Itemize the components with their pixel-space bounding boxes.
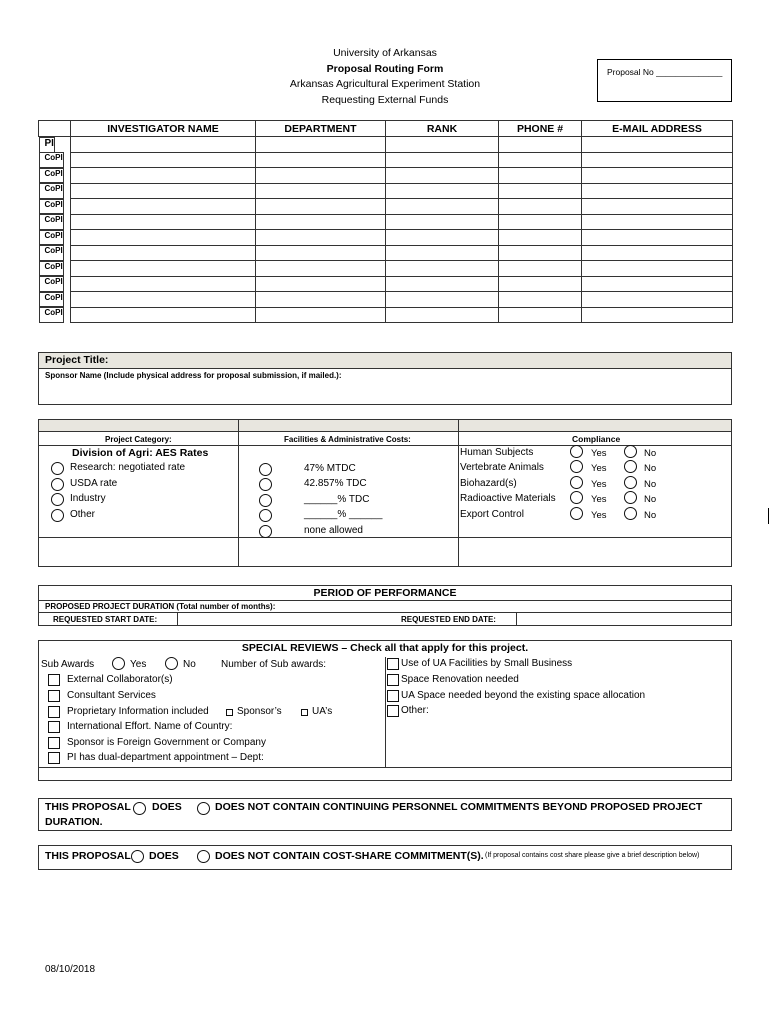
investigator-name-cell[interactable]	[71, 199, 256, 215]
project-category-header: Project Category:	[105, 435, 172, 444]
special-reviews-title: SPECIAL REVIEWS – Check all that apply for this project.	[241, 642, 529, 654]
phone-cell[interactable]	[499, 168, 582, 184]
row-role-label: CoPI	[39, 261, 64, 277]
subawards-yes-label: Yes	[130, 659, 147, 670]
department-cell[interactable]	[256, 168, 386, 184]
compliance-yes-label: Yes	[591, 463, 607, 474]
col-phone: PHONE #	[499, 121, 582, 137]
email-cell[interactable]	[582, 137, 733, 153]
department-cell[interactable]	[256, 230, 386, 246]
copi-row	[39, 245, 733, 261]
special-review-checkbox[interactable]	[387, 674, 399, 686]
compliance-header: Compliance	[572, 434, 621, 444]
compliance-item-label: Export Control	[460, 509, 524, 520]
copi-row	[39, 261, 733, 277]
special-review-label: UA Space needed beyond the existing space allocation	[401, 690, 646, 701]
special-review-checkbox[interactable]	[48, 690, 60, 702]
col-email: E-MAIL ADDRESS	[582, 121, 733, 137]
compliance-item-label: Human Subjects	[460, 447, 534, 458]
phone-cell[interactable]	[499, 214, 582, 230]
compliance-no-radio[interactable]	[624, 507, 637, 520]
category-usda-label: USDA rate	[70, 478, 118, 489]
rank-cell[interactable]	[386, 307, 499, 323]
phone-cell[interactable]	[499, 152, 582, 168]
compliance-no-label: No	[644, 463, 657, 474]
phone-cell[interactable]	[499, 137, 582, 153]
cost-share-section	[38, 845, 732, 870]
compliance-item-label: Radioactive Materials	[460, 493, 556, 504]
subawards-yes-radio[interactable]	[112, 657, 125, 670]
email-cell[interactable]	[582, 152, 733, 168]
email-cell[interactable]	[582, 168, 733, 184]
phone-cell[interactable]	[499, 307, 582, 323]
compliance-no-radio[interactable]	[624, 460, 637, 473]
category-other-radio[interactable]	[51, 509, 64, 522]
rank-cell[interactable]	[386, 230, 499, 246]
special-review-checkbox[interactable]	[48, 752, 60, 764]
email-cell[interactable]	[582, 230, 733, 246]
header-blank	[39, 121, 71, 137]
end-date-label[interactable]: REQUESTED END DATE:	[401, 615, 496, 624]
copi-row	[39, 183, 733, 199]
category-other-label: Other	[70, 509, 96, 520]
compliance-no-radio[interactable]	[624, 491, 637, 504]
statement1-does-label: DOES	[152, 801, 182, 813]
department-cell[interactable]	[256, 199, 386, 215]
department-cell[interactable]	[256, 214, 386, 230]
category-section	[38, 419, 732, 567]
period-of-performance-section	[38, 585, 732, 626]
col-department: DEPARTMENT	[256, 121, 386, 137]
compliance-item-label: Vertebrate Animals	[460, 462, 544, 473]
department-cell[interactable]	[256, 261, 386, 277]
statement2-does-not-label: DOES NOT CONTAIN COST-SHARE COMMITMENT(S).	[215, 850, 484, 862]
compliance-item-label: Biohazard(s)	[460, 478, 517, 489]
investigator-name-cell[interactable]	[71, 168, 256, 184]
uas-checkbox[interactable]	[301, 709, 308, 716]
copi-row	[39, 292, 733, 308]
copi-row	[39, 276, 733, 292]
division-label: Division of Agri: AES Rates	[72, 447, 209, 459]
row-role-label: CoPI	[39, 307, 64, 323]
statement1-does-not-radio[interactable]	[197, 802, 210, 815]
divider	[238, 420, 239, 566]
copi-row	[39, 230, 733, 246]
investigator-name-cell[interactable]	[71, 183, 256, 199]
fa-47-mtdc-label: 47% MTDC	[304, 463, 356, 474]
email-cell[interactable]	[582, 199, 733, 215]
divider	[39, 767, 731, 768]
compliance-yes-radio[interactable]	[570, 491, 583, 504]
row-role-label: CoPI	[39, 168, 64, 184]
proposal-number-label: Proposal No ______________	[607, 67, 723, 77]
row-role-label: CoPI	[39, 214, 64, 230]
fa-costs-header: Facilities & Administrative Costs:	[284, 435, 411, 444]
phone-cell[interactable]	[499, 276, 582, 292]
special-review-label: Space Renovation needed	[401, 674, 519, 685]
statement2-prefix: THIS PROPOSAL	[45, 850, 131, 862]
fa-custom-tdc-label: ______% TDC	[304, 494, 370, 505]
subawards-no-radio[interactable]	[165, 657, 178, 670]
compliance-yes-label: Yes	[591, 479, 607, 490]
row-role-label: CoPI	[39, 183, 64, 199]
divider	[516, 612, 517, 625]
sponsors-checkbox[interactable]	[226, 709, 233, 716]
divider	[39, 600, 731, 601]
investigator-name-cell[interactable]	[71, 261, 256, 277]
divider	[177, 612, 178, 625]
fa-47-mtdc-radio[interactable]	[259, 463, 272, 476]
copi-row	[39, 214, 733, 230]
start-date-label[interactable]: REQUESTED START DATE:	[53, 615, 158, 624]
investigator-name-cell[interactable]	[71, 230, 256, 246]
investigator-name-cell[interactable]	[71, 137, 256, 153]
phone-cell[interactable]	[499, 292, 582, 308]
special-review-label: Other:	[401, 705, 429, 716]
divider	[385, 657, 386, 767]
row-role-label: CoPI	[39, 152, 64, 168]
special-review-label: Consultant Services	[67, 690, 156, 701]
department-cell[interactable]	[256, 307, 386, 323]
divider	[458, 420, 459, 566]
compliance-yes-radio[interactable]	[570, 460, 583, 473]
copi-row	[39, 199, 733, 215]
special-review-checkbox[interactable]	[387, 690, 399, 702]
compliance-yes-radio[interactable]	[570, 476, 583, 489]
fa-custom-tdc-radio[interactable]	[259, 494, 272, 507]
rank-cell[interactable]	[386, 292, 499, 308]
department-cell[interactable]	[256, 183, 386, 199]
row-role-label: CoPI	[39, 292, 64, 308]
compliance-no-label: No	[644, 479, 657, 490]
compliance-yes-radio[interactable]	[570, 507, 583, 520]
statement1-prefix: THIS PROPOSAL	[45, 801, 131, 813]
row-role-label: CoPI	[39, 245, 64, 261]
category-research-label: Research: negotiated rate	[70, 462, 186, 473]
rank-cell[interactable]	[386, 183, 499, 199]
statement2-does-label: DOES	[149, 850, 179, 862]
compliance-no-label: No	[644, 448, 657, 459]
rank-cell[interactable]	[386, 168, 499, 184]
rank-cell[interactable]	[386, 137, 499, 153]
rank-cell[interactable]	[386, 261, 499, 277]
rank-cell[interactable]	[386, 152, 499, 168]
col-rank: RANK	[386, 121, 499, 137]
investigator-name-cell[interactable]	[71, 276, 256, 292]
form-subtitle: Requesting External Funds	[321, 93, 449, 106]
category-usda-radio[interactable]	[51, 478, 64, 491]
duration-label[interactable]: PROPOSED PROJECT DURATION (Total number of months):	[45, 602, 276, 611]
sponsors-label: Sponsor’s	[237, 706, 282, 717]
special-review-label: External Collaborator(s)	[67, 674, 173, 685]
divider	[39, 612, 731, 613]
project-title-label[interactable]: Project Title:	[39, 353, 731, 369]
personnel-commitment-section	[38, 798, 732, 831]
department-cell[interactable]	[256, 152, 386, 168]
rank-cell[interactable]	[386, 214, 499, 230]
revision-date: 08/10/2018	[45, 964, 96, 975]
category-research-radio[interactable]	[51, 462, 64, 475]
special-reviews-section	[38, 640, 732, 781]
text-cursor	[768, 508, 769, 524]
department-cell[interactable]	[256, 137, 386, 153]
category-industry-label: Industry	[70, 493, 106, 504]
col-investigator-name: INVESTIGATOR NAME	[71, 121, 256, 137]
category-industry-radio[interactable]	[51, 493, 64, 506]
row-role-label: CoPI	[39, 276, 64, 292]
special-review-label: Sponsor is Foreign Government or Company	[67, 737, 266, 748]
university-name: University of Arkansas	[333, 47, 437, 59]
form-header	[210, 46, 560, 108]
num-subawards-label: Number of Sub awards:	[221, 659, 327, 670]
special-review-label: International Effort. Name of Country:	[67, 721, 233, 732]
department-cell[interactable]	[256, 245, 386, 261]
phone-cell[interactable]	[499, 230, 582, 246]
copi-row	[39, 307, 733, 323]
pi-row	[39, 137, 733, 153]
statement1-does-radio[interactable]	[133, 802, 146, 815]
investigator-table-header	[39, 121, 733, 137]
rank-cell[interactable]	[386, 199, 499, 215]
rank-cell[interactable]	[386, 276, 499, 292]
compliance-yes-label: Yes	[591, 448, 607, 459]
fa-none-radio[interactable]	[259, 525, 272, 538]
email-cell[interactable]	[582, 292, 733, 308]
row-role-label: CoPI	[39, 230, 64, 246]
fa-42-tdc-label: 42.857% TDC	[304, 478, 367, 489]
station-name: Arkansas Agricultural Experiment Station	[289, 78, 481, 90]
special-review-checkbox[interactable]	[387, 705, 399, 717]
compliance-no-label: No	[644, 494, 657, 505]
phone-cell[interactable]	[499, 183, 582, 199]
uas-label: UA’s	[312, 706, 333, 717]
investigator-name-cell[interactable]	[71, 214, 256, 230]
statement2-does-radio[interactable]	[131, 850, 144, 863]
email-cell[interactable]	[582, 276, 733, 292]
cost-share-note: (If proposal contains cost share please give a brief description below)	[485, 852, 700, 859]
compliance-yes-label: Yes	[591, 510, 607, 521]
investigator-name-cell[interactable]	[71, 245, 256, 261]
project-title-section	[38, 352, 732, 405]
email-cell[interactable]	[582, 307, 733, 323]
compliance-yes-radio[interactable]	[570, 445, 583, 458]
proposal-number-field[interactable]	[597, 59, 732, 102]
copi-row	[39, 152, 733, 168]
email-cell[interactable]	[582, 214, 733, 230]
compliance-no-label: No	[644, 510, 657, 521]
phone-cell[interactable]	[499, 199, 582, 215]
phone-cell[interactable]	[499, 245, 582, 261]
special-review-checkbox[interactable]	[48, 721, 60, 733]
investigator-name-cell[interactable]	[71, 292, 256, 308]
special-review-label: Proprietary Information included	[67, 706, 209, 717]
fa-custom-other-radio[interactable]	[259, 509, 272, 522]
investigator-name-cell[interactable]	[71, 152, 256, 168]
category-header-bar	[39, 420, 731, 432]
fa-custom-other-label: ______% ______	[304, 509, 383, 520]
fa-none-label: none allowed	[304, 525, 363, 536]
department-cell[interactable]	[256, 292, 386, 308]
special-review-checkbox[interactable]	[48, 737, 60, 749]
compliance-yes-label: Yes	[591, 494, 607, 505]
phone-cell[interactable]	[499, 261, 582, 277]
compliance-no-radio[interactable]	[624, 445, 637, 458]
special-review-label: PI has dual-department appointment – Dept:	[67, 752, 264, 763]
form-title: Proposal Routing Form	[326, 62, 444, 75]
special-review-checkbox[interactable]	[387, 658, 399, 670]
investigator-name-cell[interactable]	[71, 307, 256, 323]
sponsor-name-label[interactable]: Sponsor Name (Include physical address for proposal submission, if mailed.):	[45, 371, 342, 380]
performance-title: PERIOD OF PERFORMANCE	[313, 587, 457, 599]
row-role-label: PI	[39, 137, 55, 153]
rank-cell[interactable]	[386, 245, 499, 261]
special-review-checkbox[interactable]	[48, 706, 60, 718]
statement2-does-not-radio[interactable]	[197, 850, 210, 863]
subawards-no-label: No	[183, 659, 196, 670]
email-cell[interactable]	[582, 183, 733, 199]
statement1-line2: DURATION.	[45, 816, 103, 828]
row-role-label: CoPI	[39, 199, 64, 215]
copi-row	[39, 168, 733, 184]
investigator-table	[38, 120, 733, 323]
email-cell[interactable]	[582, 245, 733, 261]
subawards-label: Sub Awards	[41, 659, 95, 670]
fa-42-tdc-radio[interactable]	[259, 478, 272, 491]
compliance-no-radio[interactable]	[624, 476, 637, 489]
statement1-does-not-label: DOES NOT CONTAIN CONTINUING PERSONNEL COMMITMENTS BEYOND PROPOSED PROJECT	[215, 801, 703, 813]
special-review-checkbox[interactable]	[48, 674, 60, 686]
special-review-label: Use of UA Facilities by Small Business	[401, 658, 573, 669]
email-cell[interactable]	[582, 261, 733, 277]
department-cell[interactable]	[256, 276, 386, 292]
divider	[39, 537, 731, 538]
